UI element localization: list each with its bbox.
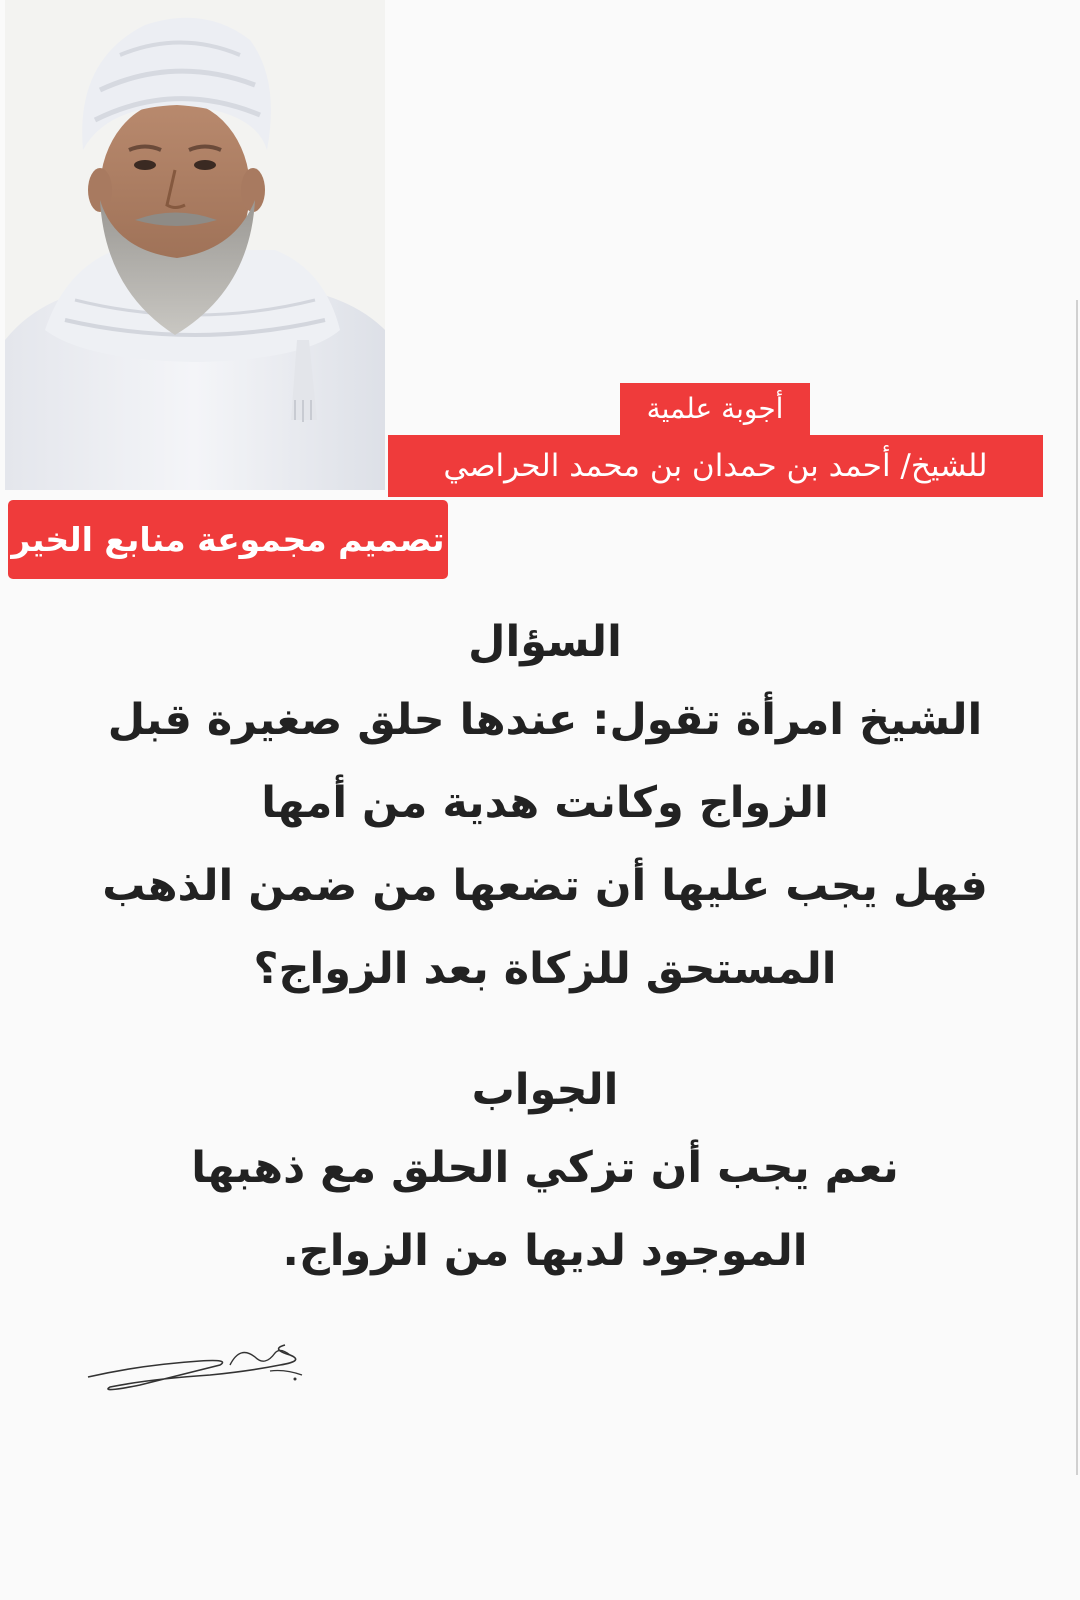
question-heading: السؤال [468, 617, 622, 667]
author-label: للشيخ/ أحمد بن حمدان بن محمد الحراصي [388, 435, 1043, 497]
answer-heading: الجواب [471, 1065, 619, 1115]
answer-line: الموجود لديها من الزواج. [282, 1226, 808, 1276]
design-credit-label: تصميم مجموعة منابع الخير [8, 500, 448, 579]
question-line: فهل يجب عليها أن تضعها من ضمن الذهب [102, 861, 988, 911]
question-line: الشيخ امرأة تقول: عندها حلق صغيرة قبل [107, 695, 983, 745]
question-section [70, 605, 1020, 1011]
handwritten-signature [80, 1335, 320, 1410]
question-line: الزواج وكانت هدية من أمها [261, 778, 829, 828]
answer-section [70, 1053, 1020, 1293]
series-label: أجوبة علمية [620, 383, 810, 435]
sheikh-portrait [5, 0, 385, 490]
question-line: المستحق للزكاة بعد الزواج؟ [253, 944, 837, 994]
answer-line: نعم يجب أن تزكي الحلق مع ذهبها [191, 1143, 899, 1193]
page-edge-line [1076, 300, 1078, 1475]
